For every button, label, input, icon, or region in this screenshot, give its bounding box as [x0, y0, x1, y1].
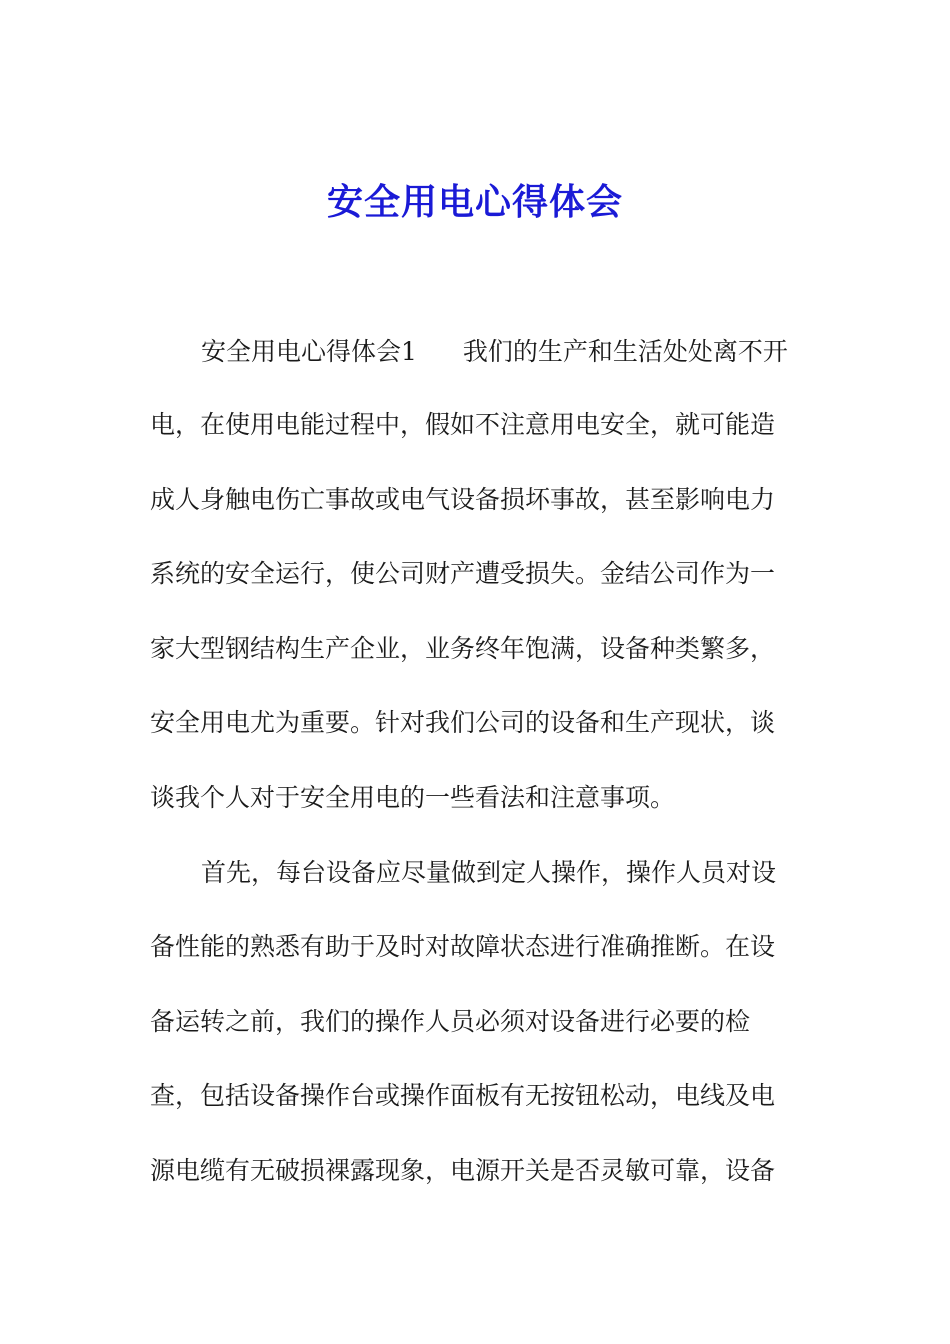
text-line: 备性能的熟悉有助于及时对故障状态进行准确推断。在设	[150, 932, 776, 961]
text-line-segment: 我们的生产和生活处处离不开	[462, 337, 788, 366]
text-line: 家大型钢结构生产企业，业务终年饱满，设备种类繁多，	[150, 634, 776, 663]
text-line: 首先，每台设备应尽量做到定人操作，操作人员对设	[201, 858, 777, 887]
text-line	[201, 332, 811, 372]
text-line: 系统的安全运行，使公司财产遭受损失。金结公司作为一	[150, 559, 776, 588]
text-line: 电，在使用电能过程中，假如不注意用电安全，就可能造	[150, 410, 776, 439]
text-line: 成人身触电伤亡事故或电气设备损坏事故，甚至影响电力	[150, 485, 776, 514]
text-line: 谈我个人对于安全用电的一些看法和注意事项。	[150, 783, 676, 812]
text-line: 源电缆有无破损裸露现象，电源开关是否灵敏可靠，设备	[150, 1156, 776, 1185]
document-title: 安全用电心得体会	[326, 182, 623, 223]
section-heading: 安全用电心得体会1	[201, 337, 417, 366]
text-line: 查，包括设备操作台或操作面板有无按钮松动，电线及电	[150, 1081, 776, 1110]
text-line: 安全用电尤为重要。针对我们公司的设备和生产现状，谈	[150, 708, 776, 737]
text-line: 备运转之前，我们的操作人员必须对设备进行必要的检	[150, 1007, 751, 1036]
